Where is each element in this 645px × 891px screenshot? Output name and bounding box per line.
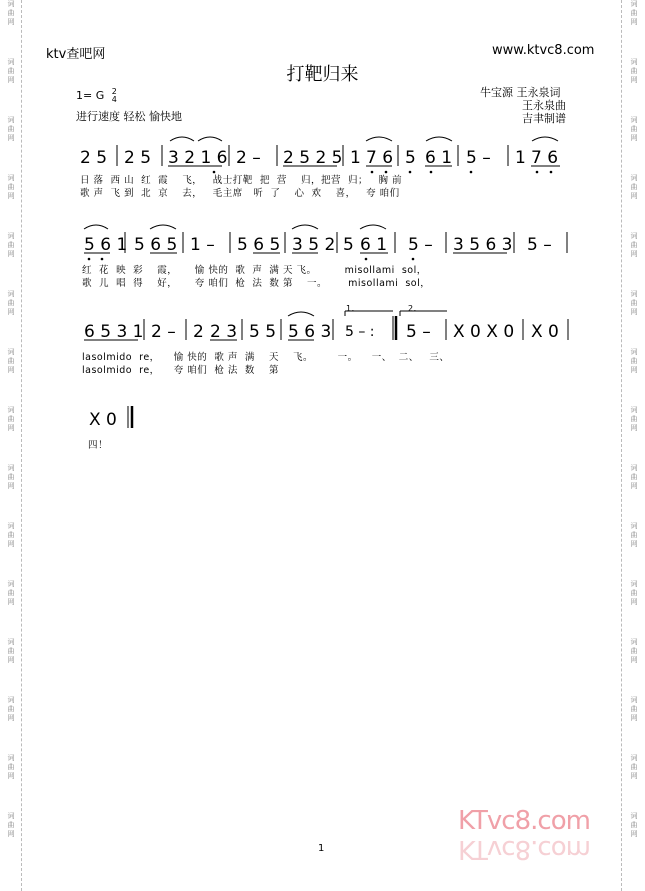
- system-2: [84, 225, 567, 260]
- time-top: 2: [111, 87, 117, 96]
- side-watermark-block: 词 曲 网: [630, 406, 638, 432]
- side-watermark-block: 词 曲 网: [7, 348, 15, 374]
- svg-text:2: 2: [193, 322, 204, 342]
- side-watermark-block: 词 曲 网: [7, 174, 15, 200]
- lyrics-line-3-verse-2: lasolmido re， 夸 咱们 枪 法 数 第: [82, 365, 279, 376]
- composer-credit: 王永泉曲: [522, 99, 566, 112]
- side-watermark-block: 词 曲 网: [7, 464, 15, 490]
- lyrics-line-1-verse-1: 日 落 西 山 红 霞 飞， 战士打靶 把 营 归，把营 归； 胸 前: [80, 175, 403, 186]
- svg-text:3 5 2: 3 5 2: [292, 235, 336, 255]
- svg-text:3 2 1 6: 3 2 1 6: [168, 148, 228, 168]
- side-watermark-block: 词 曲 网: [7, 696, 15, 722]
- svg-text:5: 5: [343, 235, 354, 255]
- side-watermark-block: 词 曲 网: [7, 232, 15, 258]
- svg-text:5 –: 5 –: [466, 148, 491, 168]
- svg-text:2 –: 2 –: [151, 322, 176, 342]
- side-watermark-block: 词 曲 网: [630, 0, 638, 26]
- side-watermark-block: 词 曲 网: [7, 290, 15, 316]
- side-watermark-block: 词 曲 网: [7, 0, 15, 26]
- svg-text:5 6 5: 5 6 5: [237, 235, 281, 255]
- side-watermark-block: 词 曲 网: [7, 406, 15, 432]
- side-watermark-block: 词 曲 网: [630, 696, 638, 722]
- transcriber-credit: 吉聿制谱: [522, 112, 566, 125]
- site-name: ktv查吧网: [46, 47, 106, 62]
- svg-text:5 –: 5 –: [527, 235, 552, 255]
- side-watermark-block: 词 曲 网: [630, 580, 638, 606]
- svg-text:2 5: 2 5: [124, 148, 152, 168]
- svg-text:6 1: 6 1: [425, 148, 453, 168]
- svg-text:2 –: 2 –: [236, 148, 261, 168]
- system-1: [80, 137, 560, 173]
- lyrics-line-4: 四！: [88, 440, 109, 451]
- svg-text:5 6 3: 5 6 3: [288, 322, 332, 342]
- lyrics-line-2-verse-2: 歌 儿 唱 得 好， 夸 咱们 枪 法 数 第 一。 misollami sol，: [82, 278, 431, 289]
- svg-text:5 5: 5 5: [249, 322, 277, 342]
- svg-text:1: 1: [515, 148, 526, 168]
- svg-text:5: 5: [405, 148, 416, 168]
- lyrics-line-1-verse-2: 歌 声 飞 到 北 京 去， 毛主席 听 了 心 欢 喜， 夸 咱们: [80, 188, 400, 199]
- side-watermark-block: 词 曲 网: [630, 812, 638, 838]
- svg-text:6 1: 6 1: [360, 235, 388, 255]
- svg-text:7 6: 7 6: [531, 148, 559, 168]
- lyricist-credit: 牛宝源 王永泉词: [480, 86, 561, 99]
- side-watermark-block: 词 曲 网: [7, 58, 15, 84]
- svg-text:X 0: X 0: [89, 410, 117, 430]
- side-watermark-block: 词 曲 网: [630, 290, 638, 316]
- side-watermark-block: 词 曲 网: [630, 174, 638, 200]
- song-title: 打靶归来: [286, 64, 359, 85]
- notes: 2 5: [80, 148, 108, 168]
- side-watermark-block: 词 曲 网: [7, 116, 15, 142]
- lyrics-line-2-verse-1: 红 花 映 彩 霞， 愉 快的 歌 声 满 天 飞。 misollami sol，: [82, 265, 427, 276]
- side-watermark-block: 词 曲 网: [630, 464, 638, 490]
- svg-text:5 –: 5 –: [406, 322, 431, 342]
- svg-text:X 0 X 0: X 0 X 0: [453, 322, 515, 342]
- svg-text:3 5 6 3: 3 5 6 3: [453, 235, 513, 255]
- ktvc8-watermark-logo: KTvc8.com: [458, 806, 590, 836]
- svg-text:5 6 1: 5 6 1: [84, 235, 128, 255]
- svg-text:X 0: X 0: [531, 322, 559, 342]
- side-watermark-block: 词 曲 网: [7, 638, 15, 664]
- site-url: www.ktvc8.com: [492, 43, 595, 58]
- svg-text:7 6: 7 6: [366, 148, 394, 168]
- side-watermark-block: 词 曲 网: [7, 522, 15, 548]
- side-watermark-block: 词 曲 网: [630, 522, 638, 548]
- side-watermark-block: 词 曲 网: [630, 638, 638, 664]
- volta-second: 2.: [408, 304, 417, 313]
- time-bottom: 4: [111, 95, 117, 104]
- svg-text:5 6 5: 5 6 5: [134, 235, 178, 255]
- page-number: 1: [318, 843, 325, 854]
- svg-text:6 5 3 1: 6 5 3 1: [84, 322, 144, 342]
- svg-text:5 –: 5 –: [408, 235, 433, 255]
- tempo-marking: 进行速度 轻松 愉快地: [76, 110, 182, 123]
- side-watermark-block: 词 曲 网: [7, 580, 15, 606]
- system-3: [84, 311, 568, 342]
- svg-text:2 5 2 5: 2 5 2 5: [283, 148, 343, 168]
- side-watermark-block: 词 曲 网: [630, 232, 638, 258]
- side-watermark-block: 词 曲 网: [630, 58, 638, 84]
- svg-text:1: 1: [350, 148, 361, 168]
- side-watermark-block: 词 曲 网: [7, 812, 15, 838]
- side-watermark-block: 词 曲 网: [630, 754, 638, 780]
- side-watermark-block: 词 曲 网: [7, 754, 15, 780]
- system-4: [89, 406, 132, 430]
- key-label: 1= G: [76, 89, 105, 102]
- svg-text:2 3: 2 3: [210, 322, 238, 342]
- svg-text:5 – :: 5 – :: [345, 324, 375, 340]
- svg-text:1 –: 1 –: [190, 235, 215, 255]
- side-watermark-block: 词 曲 网: [630, 348, 638, 374]
- ktvc8-watermark-reflection: KTvc8.com: [458, 834, 590, 864]
- volta-first: 1.: [346, 304, 355, 313]
- side-watermark-block: 词 曲 网: [630, 116, 638, 142]
- lyrics-line-3-verse-1: lasolmido re， 愉 快的 歌 声 满 天 飞。 一。 一、 二、 三、: [82, 352, 450, 363]
